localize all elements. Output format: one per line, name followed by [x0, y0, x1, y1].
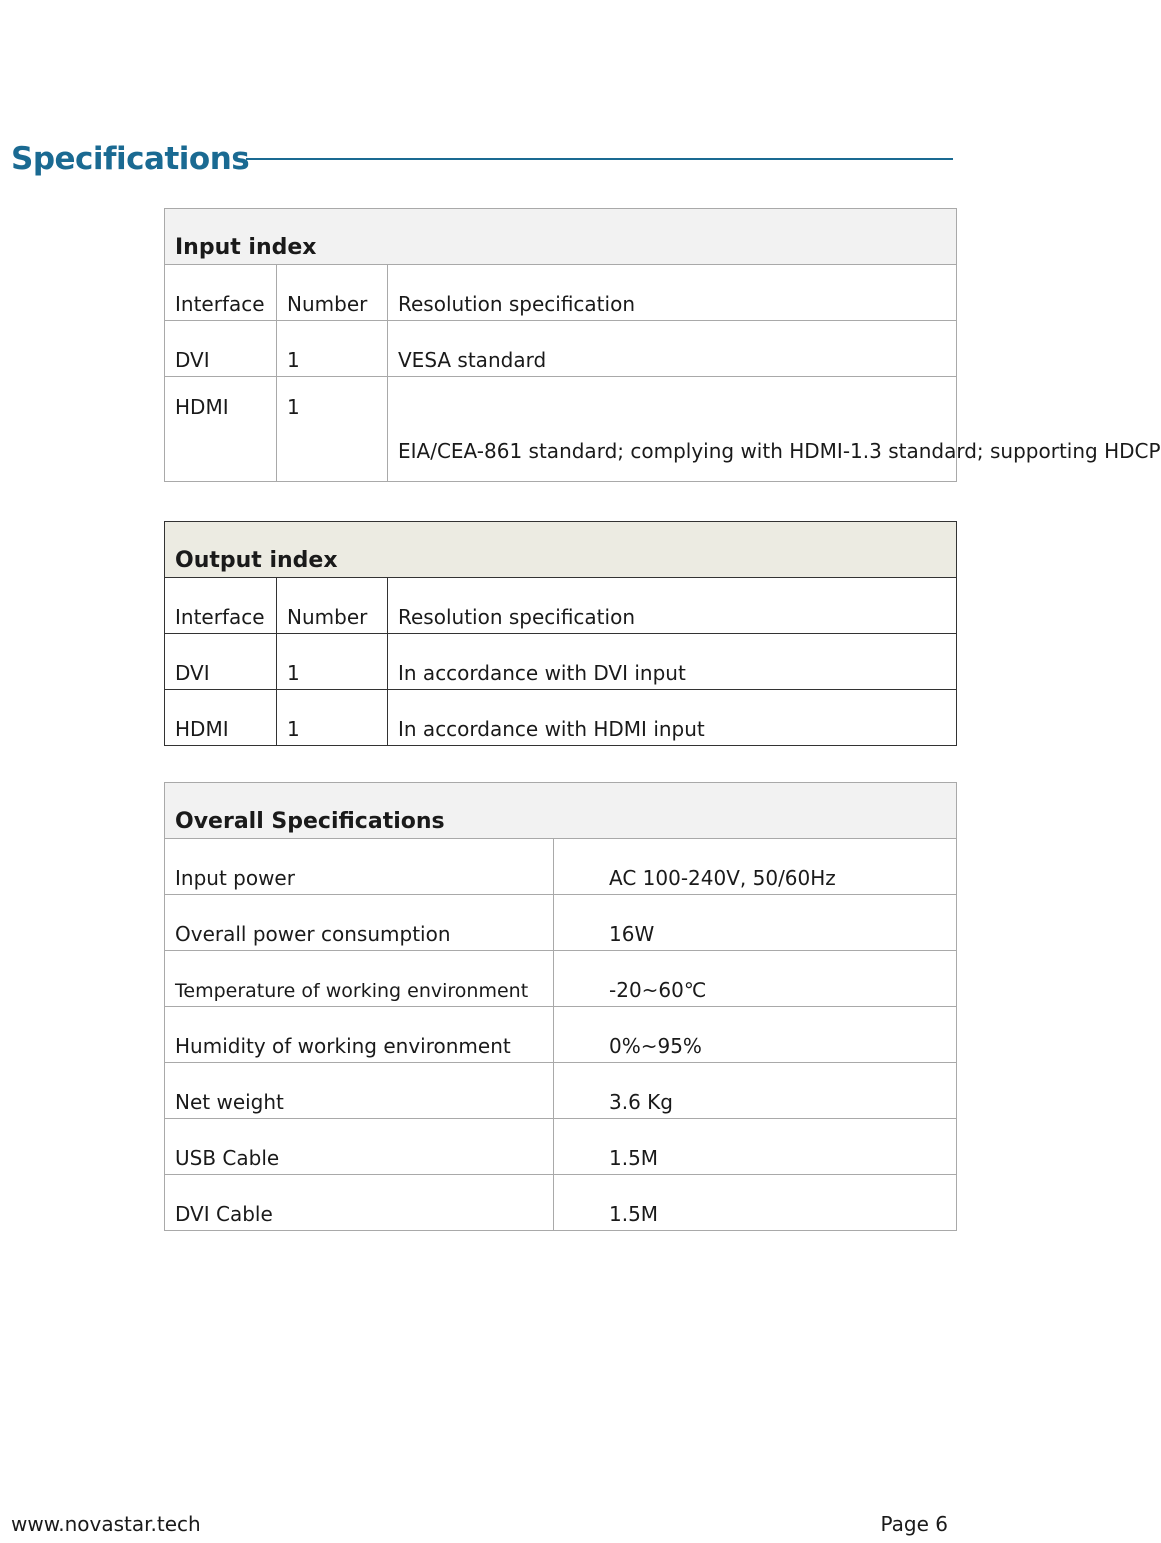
- header-cell: Resolution specification: [388, 578, 957, 634]
- spec-value: -20~60℃: [554, 951, 957, 1007]
- spec-label: Overall power consumption: [165, 895, 554, 951]
- footer-page-number: Page 6: [880, 1512, 948, 1536]
- section-header: [11, 136, 953, 182]
- spec-label: Net weight: [165, 1063, 554, 1119]
- cell: HDMI: [165, 377, 277, 482]
- table-row: [165, 634, 957, 690]
- spec-label: Humidity of working environment: [165, 1007, 554, 1063]
- table-row: [165, 839, 957, 895]
- spec-value: 1.5M: [554, 1119, 957, 1175]
- cell: 1: [277, 377, 388, 482]
- table-row: [165, 1119, 957, 1175]
- cell: In accordance with HDMI input: [388, 690, 957, 746]
- spec-value: 1.5M: [554, 1175, 957, 1231]
- table-header-row: [165, 578, 957, 634]
- table-row: [165, 321, 957, 377]
- table-row: [165, 1007, 957, 1063]
- cell: HDMI: [165, 690, 277, 746]
- spec-label: Temperature of working environment: [165, 951, 554, 1007]
- cell: In accordance with DVI input: [388, 634, 957, 690]
- cell: 1: [277, 321, 388, 377]
- overall-specifications-title: Overall Specifications: [165, 783, 957, 839]
- cell: VESA standard: [388, 321, 957, 377]
- header-cell: Number: [277, 578, 388, 634]
- cell: 1: [277, 634, 388, 690]
- spec-value: 16W: [554, 895, 957, 951]
- table-row: [165, 377, 957, 482]
- footer-website: www.novastar.tech: [11, 1512, 201, 1536]
- table-row: [165, 1175, 957, 1231]
- table-row: [165, 690, 957, 746]
- spec-value: AC 100-240V, 50/60Hz: [554, 839, 957, 895]
- cell: EIA/CEA-861 standard; complying with HDMI-1.3 standard; supporting HDCP: [388, 377, 957, 482]
- header-cell: Interface: [165, 265, 277, 321]
- spec-value: 0%~95%: [554, 1007, 957, 1063]
- output-index-title: Output index: [165, 522, 957, 578]
- spec-label: USB Cable: [165, 1119, 554, 1175]
- overall-specifications-table: [164, 782, 957, 1231]
- cell: 1: [277, 690, 388, 746]
- spec-value: 3.6 Kg: [554, 1063, 957, 1119]
- input-index-title: Input index: [165, 209, 957, 265]
- input-index-table: [164, 208, 1161, 482]
- section-title: Specifications: [11, 141, 250, 177]
- table-row: [165, 951, 957, 1007]
- spec-label: DVI Cable: [165, 1175, 554, 1231]
- table-row: [165, 895, 957, 951]
- table-row: [165, 1063, 957, 1119]
- cell: DVI: [165, 321, 277, 377]
- header-cell: Interface: [165, 578, 277, 634]
- output-index-table: [164, 521, 957, 746]
- cell: DVI: [165, 634, 277, 690]
- table-header-row: [165, 265, 957, 321]
- header-cell: Resolution specification: [388, 265, 957, 321]
- section-divider: [246, 158, 953, 160]
- header-cell: Number: [277, 265, 388, 321]
- spec-label: Input power: [165, 839, 554, 895]
